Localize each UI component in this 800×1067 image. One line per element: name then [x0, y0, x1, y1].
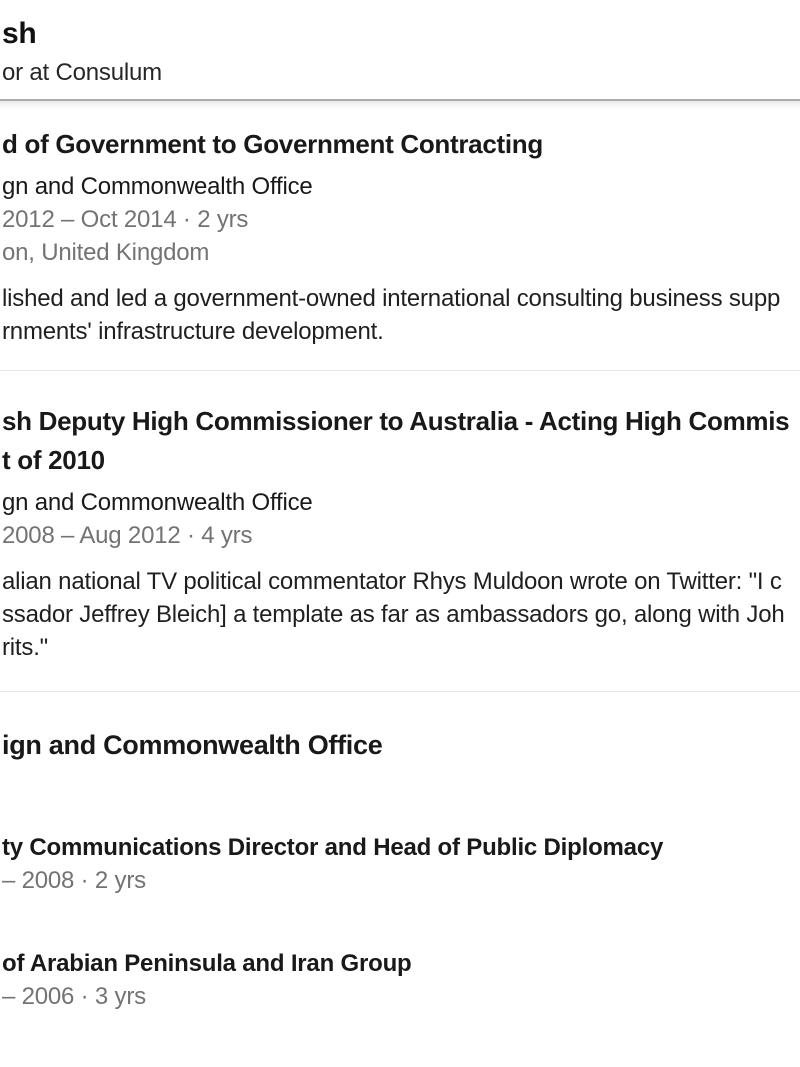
role-title: of Arabian Peninsula and Iran Group: [2, 950, 412, 977]
job-description: [2, 282, 800, 348]
company-name: gn and Commonwealth Office: [2, 489, 313, 516]
section-divider: [0, 370, 800, 371]
job-title-line: sh Deputy High Commissioner to Australia - Acting High Commis: [2, 406, 790, 436]
experience-entry: [0, 402, 800, 664]
role-title: ty Communications Director and Head of Public Diplomacy: [2, 834, 664, 861]
employment-dates: 2012 – Oct 2014 · 2 yrs: [2, 206, 249, 233]
experience-entry: [0, 125, 800, 348]
section-divider: [0, 691, 800, 692]
profile-name: sh: [2, 17, 37, 50]
job-title: d of Government to Government Contracting: [2, 129, 543, 159]
job-description-line: lished and led a government-owned international consulting business supp: [2, 285, 781, 312]
job-description-line: alian national TV political commentator Rhys Muldoon wrote on Twitter: "I c: [2, 568, 782, 595]
role-dates: – 2008 · 2 yrs: [2, 867, 146, 894]
group-role: [2, 947, 800, 1013]
company-name: gn and Commonwealth Office: [2, 173, 313, 200]
profile-sticky-header: [0, 0, 800, 101]
role-dates: – 2006 · 3 yrs: [2, 983, 146, 1010]
employment-dates: 2008 – Aug 2012 · 4 yrs: [2, 522, 253, 549]
job-description-line: rits.": [2, 634, 48, 661]
job-description-line: ssador Jeffrey Bleich] a template as far as ambassadors go, along with Joh: [2, 601, 785, 628]
job-title: [2, 402, 800, 480]
job-title-line: t of 2010: [2, 445, 105, 475]
grouped-experience: [0, 725, 800, 1013]
header-shadow: [0, 99, 800, 109]
job-description: [2, 565, 800, 664]
group-role: [2, 831, 800, 897]
group-company-name: ign and Commonwealth Office: [2, 730, 383, 760]
job-description-line: rnments' infrastructure development.: [2, 318, 384, 345]
job-location: on, United Kingdom: [2, 239, 210, 266]
profile-headline: or at Consulum: [2, 59, 162, 86]
